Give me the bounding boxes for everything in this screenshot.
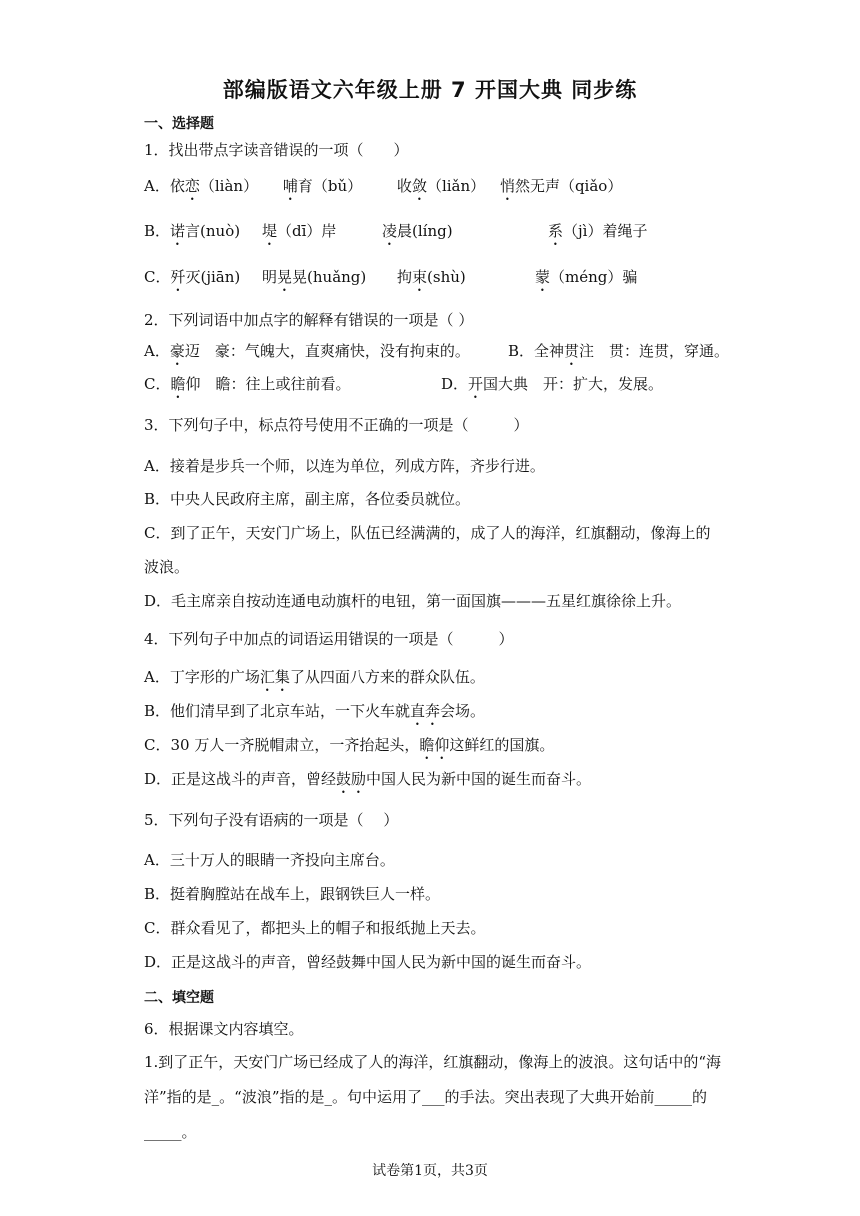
q2-option-a: A．豪迈 豪：气魄大，直爽痛快，没有拘束的。 bbox=[144, 342, 470, 360]
q5-option-d: D．正是这战斗的声音，曾经鼓舞中国人民为新中国的诞生而奋斗。 bbox=[144, 953, 592, 971]
question-6-stem: 6．根据课文内容填空。 bbox=[144, 1020, 304, 1038]
q3-option-a: A．接着是步兵一个师，以连为单位，列成方阵，齐步行进。 bbox=[144, 457, 545, 475]
q1-b-item4: 系（jì）着绳子 bbox=[548, 222, 648, 240]
q2-option-b: B．全神贯注 贯：连贯，穿通。 bbox=[508, 342, 730, 360]
q6-line-1: 1.到了正午，天安门广场已经成了人的海洋，红旗翻动，像海上的波浪。这句话中的“海 bbox=[144, 1053, 721, 1071]
q5-option-b: B．挺着胸膛站在战车上，跟钢铁巨人一样。 bbox=[144, 885, 441, 903]
q6-line-3: _____。 bbox=[144, 1123, 197, 1141]
q1-b-item3: 凌晨(líng) bbox=[382, 222, 453, 240]
q1-option-b: B．诺言(nuò) bbox=[144, 222, 241, 240]
q1-c-item3: 拘束(shù) bbox=[397, 268, 466, 286]
q5-option-a: A．三十万人的眼睛一齐投向主席台。 bbox=[144, 851, 395, 869]
q1-option-a: A．依恋（liàn） 哺育（bǔ） 收敛（liǎn） 悄然无声（qiǎo） bbox=[144, 177, 623, 195]
q6-line-2: 洋”指的是_。“波浪”指的是_。句中运用了___的手法。突出表现了大典开始前_____的 bbox=[144, 1088, 708, 1106]
question-3-stem: 3．下列句子中，标点符号使用不正确的一项是（ ） bbox=[144, 416, 529, 434]
q2-option-c: C．瞻仰 瞻：往上或往前看。 bbox=[144, 375, 351, 393]
q1-b-item2: 堤（dī）岸 bbox=[262, 222, 337, 240]
section-heading-fill: 二、填空题 bbox=[144, 990, 214, 1006]
q2-option-d: D．开国大典 开：扩大，发展。 bbox=[441, 375, 664, 393]
question-2-stem: 2．下列词语中加点字的解释有错误的一项是（ ） bbox=[144, 311, 474, 329]
q3-option-c-cont: 波浪。 bbox=[144, 558, 190, 576]
q3-option-b: B．中央人民政府主席，副主席，各位委员就位。 bbox=[144, 490, 471, 508]
question-1-stem: 1．找出带点字读音错误的一项（ ） bbox=[144, 141, 409, 159]
q5-option-c: C．群众看见了，都把头上的帽子和报纸抛上天去。 bbox=[144, 919, 486, 937]
page-footer: 试卷第1页，共3页 bbox=[372, 1163, 488, 1179]
question-4-stem: 4．下列句子中加点的词语运用错误的一项是（ ） bbox=[144, 630, 514, 648]
q4-option-c: C．30 万人一齐脱帽肃立，一齐抬起头，瞻仰这鲜红的国旗。 bbox=[144, 736, 555, 754]
q3-option-d: D．毛主席亲自按动连通电动旗杆的电钮，第一面国旗———五星红旗徐徐上升。 bbox=[144, 592, 682, 610]
section-heading-choice: 一、选择题 bbox=[144, 116, 214, 132]
q4-option-b: B．他们清早到了北京车站，一下火车就直奔会场。 bbox=[144, 702, 486, 720]
q1-c-item2: 明晃晃(huǎng) bbox=[262, 268, 367, 286]
q3-option-c: C．到了正午，天安门广场上，队伍已经满满的，成了人的海洋，红旗翻动，像海上的 bbox=[144, 524, 711, 542]
q4-option-d: D．正是这战斗的声音，曾经鼓励中国人民为新中国的诞生而奋斗。 bbox=[144, 770, 592, 788]
q1-c-item4: 蒙（méng）骗 bbox=[535, 268, 638, 286]
q4-option-a: A．丁字形的广场汇集了从四面八方来的群众队伍。 bbox=[144, 668, 485, 686]
q1-option-c: C．歼灭(jiān) bbox=[144, 268, 241, 286]
question-5-stem: 5．下列句子没有语病的一项是（ ） bbox=[144, 811, 399, 829]
page-title: 部编版语文六年级上册 7 开国大典 同步练 bbox=[222, 78, 638, 102]
